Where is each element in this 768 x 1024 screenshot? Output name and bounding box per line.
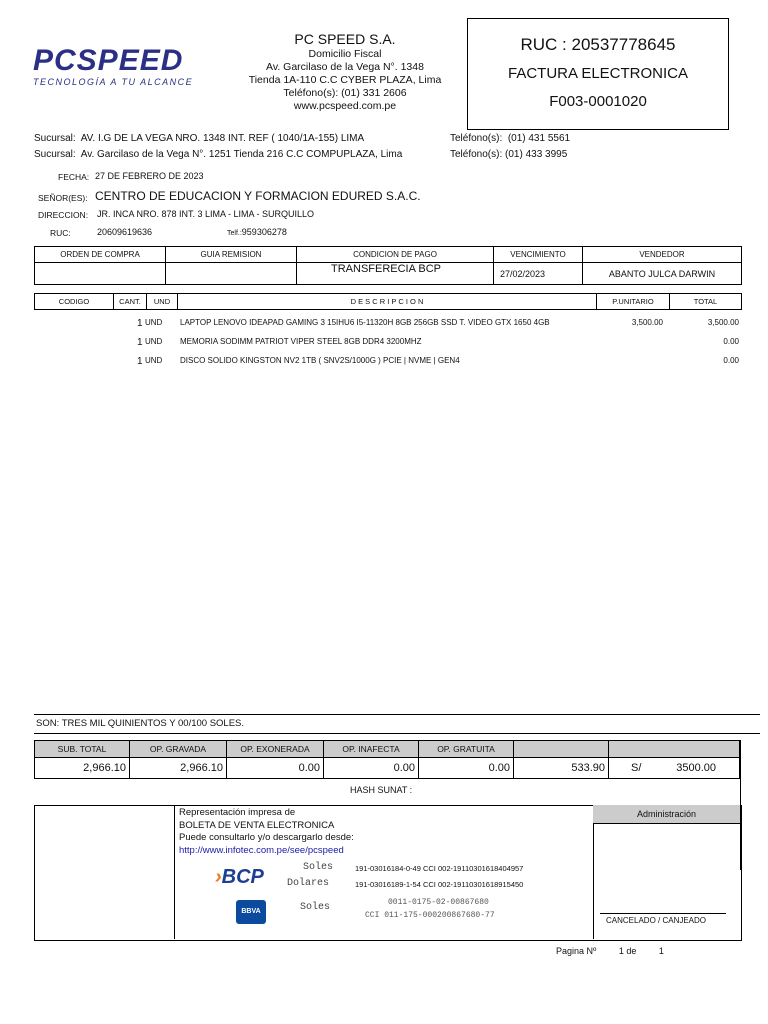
ruc-number: RUC : 20537778645: [520, 35, 676, 54]
order-header: VENDEDOR: [583, 247, 742, 263]
consulta-link[interactable]: http://www.infotec.com.pe/see/pcspeed: [179, 844, 344, 856]
branch-row: [34, 133, 364, 144]
telf-label: Telf.:: [227, 230, 242, 237]
totals-header: SUB. TOTAL: [35, 741, 130, 758]
branch-address: AV. I.G DE LA VEGA NRO. 1348 INT. REF ( 1040/1A-155) LIMA: [80, 133, 365, 144]
phone-value: (01) 433 3995: [505, 149, 568, 160]
company-line: Teléfono(s): (01) 331 2606: [283, 87, 407, 99]
phone-value: (01) 431 5561: [507, 133, 571, 144]
page-indicator: [556, 946, 664, 956]
items-header: CANT.: [114, 294, 147, 310]
bcp-arrow-icon: ›: [215, 866, 222, 888]
footer-line: Representación impresa de: [179, 807, 296, 818]
hash-sunat-label: HASH SUNAT :: [350, 785, 413, 795]
bcp-wordmark: BCP: [221, 866, 264, 888]
page-label: Pagina Nº: [556, 946, 597, 956]
item-cant: 1: [137, 337, 143, 348]
gratuita-value: 0.00: [419, 758, 514, 779]
company-info: [240, 30, 450, 113]
page-total: 1: [658, 946, 664, 956]
items-header: UND: [147, 294, 178, 310]
item-und: UND: [145, 318, 163, 327]
branch-label: Sucursal:: [34, 149, 76, 160]
inafecta-value: 0.00: [324, 758, 419, 779]
totals-table: [34, 740, 740, 779]
item-total: 0.00: [723, 337, 739, 346]
branch-label: Sucursal:: [34, 133, 76, 144]
items-header: TOTAL: [670, 294, 742, 310]
totals-header: [514, 741, 609, 758]
divider: [34, 733, 760, 734]
divider: [174, 805, 175, 939]
bbva-cci: CCI 011-175-000200867680-77: [365, 911, 495, 920]
item-total: 0.00: [723, 356, 739, 365]
totals-header: OP. INAFECTA: [324, 741, 419, 758]
telf-value: 959306278: [241, 227, 287, 237]
logo-tagline: TECNOLOGÍA A TU ALCANCE: [33, 77, 194, 87]
table-row: [0, 318, 768, 332]
order-value: TRANSFERECIA BCP: [297, 263, 494, 285]
invoice-box: [467, 18, 729, 130]
branch-row: [34, 149, 402, 160]
item-unit: 3,500.00: [631, 318, 663, 327]
logo-wordmark: PCSPEED: [33, 44, 184, 77]
item-desc: DISCO SOLIDO KINGSTON NV2 1TB ( SNV2S/1000G ) PCIE | NVME | GEN4: [180, 356, 460, 365]
grand-total: 3500.00: [676, 762, 716, 774]
order-header: ORDEN DE COMPRA: [35, 247, 166, 263]
cancelado-label: CANCELADO / CANJEADO: [606, 916, 707, 925]
bbva-logo: BBVA: [236, 900, 266, 924]
ruc-value: 20609619636: [97, 227, 153, 237]
item-cant: 1: [137, 318, 143, 329]
items-header-table: [34, 293, 742, 310]
bcp-soles-account: 191-03016184-0-49 CCI 002-19110301618404957: [355, 864, 524, 873]
fecha-value: 27 DE FEBRERO DE 2023: [95, 171, 204, 181]
footer-line: Puede consultarlo y/o descargarlo desde:: [179, 832, 354, 843]
order-header: GUIA REMISION: [166, 247, 297, 263]
company-line: www.pcspeed.com.pe: [293, 100, 397, 112]
order-value: [35, 263, 166, 285]
item-cant: 1: [137, 356, 143, 367]
phone-label: Teléfono(s):: [450, 149, 503, 160]
invoice-number: F003-0001020: [549, 93, 647, 110]
order-value: ABANTO JULCA DARWIN: [583, 263, 742, 285]
totals-header: OP. GRAVADA: [130, 741, 227, 758]
admin-header: Administración: [593, 805, 740, 824]
igv-value: 533.90: [514, 758, 609, 779]
order-table: [34, 246, 742, 285]
company-line: Tienda 1A-110 C.C CYBER PLAZA, Lima: [248, 74, 442, 86]
senor-value: CENTRO DE EDUCACION Y FORMACION EDURED S.A.C.: [95, 189, 421, 203]
totals-header: OP. GRATUITA: [419, 741, 514, 758]
item-desc: LAPTOP LENOVO IDEAPAD GAMING 3 15IHU6 I5-11320H 8GB 256GB SSD T. VIDEO GTX 1650 4GB: [180, 318, 550, 327]
footer-text: [179, 807, 354, 857]
bcp-dolares-account: 191-03016189-1-54 CCI 002-19110301618915450: [355, 880, 524, 889]
totals-header: [609, 741, 740, 758]
phone-label: Teléfono(s):: [450, 133, 503, 144]
items-header: P.UNITARIO: [597, 294, 670, 310]
bcp-soles-label: Soles: [303, 862, 334, 873]
direccion-label: DIRECCION:: [38, 210, 89, 220]
telf: [227, 227, 287, 237]
bbva-account: 0011-0175-02-00867680: [388, 898, 489, 907]
divider: [740, 740, 741, 870]
invoice-type: FACTURA ELECTRONICA: [507, 65, 689, 82]
company-line: Domicilio Fiscal: [308, 48, 382, 60]
branch-phone: [450, 149, 567, 160]
currency-symbol: S/: [631, 762, 642, 774]
amount-in-words: SON: TRES MIL QUINIENTOS Y 00/100 SOLES.: [36, 718, 245, 729]
senor-label: SEÑOR(ES):: [38, 193, 88, 203]
order-header: VENCIMIENTO: [494, 247, 583, 263]
totals-header: OP. EXONERADA: [227, 741, 324, 758]
exonerada-value: 0.00: [227, 758, 324, 779]
total-cell: [609, 758, 740, 779]
divider: [34, 714, 760, 715]
items-header: CODIGO: [35, 294, 114, 310]
bcp-dolares-label: Dolares: [287, 878, 330, 889]
company-logo: [33, 46, 228, 86]
divider: [593, 805, 594, 939]
company-name: PC SPEED S.A.: [294, 31, 396, 47]
direccion-value: JR. INCA NRO. 878 INT. 3 LIMA - LIMA - SURQUILLO: [97, 209, 315, 219]
branch-phone: [450, 133, 570, 144]
subtotal-value: 2,966.10: [35, 758, 130, 779]
fecha-label: FECHA:: [58, 172, 90, 182]
order-header: CONDICION DE PAGO: [297, 247, 494, 263]
item-und: UND: [145, 337, 163, 346]
footer-line: BOLETA DE VENTA ELECTRONICA: [179, 819, 335, 831]
order-value: [166, 263, 297, 285]
company-line: Av. Garcilaso de la Vega N°. 1348: [266, 61, 424, 73]
item-und: UND: [145, 356, 163, 365]
item-total: 3,500.00: [707, 318, 739, 327]
page-de: de: [626, 946, 637, 956]
branch-address: Av. Garcilaso de la Vega N°. 1251 Tienda 216 C.C COMPUPLAZA, Lima: [80, 149, 403, 160]
table-row: [0, 356, 768, 370]
items-header: D E S C R I P C I O N: [178, 294, 597, 310]
table-row: [0, 337, 768, 351]
order-value: 27/02/2023: [494, 263, 583, 285]
ruc-label: RUC:: [50, 228, 71, 238]
bbva-soles-label: Soles: [300, 902, 331, 913]
bcp-logo: [215, 866, 264, 889]
item-desc: MEMORIA SODIMM PATRIOT VIPER STEEL 8GB DDR4 3200MHZ: [180, 337, 422, 346]
page-current: 1: [618, 946, 624, 956]
gravada-value: 2,966.10: [130, 758, 227, 779]
signature-line: [600, 913, 726, 914]
